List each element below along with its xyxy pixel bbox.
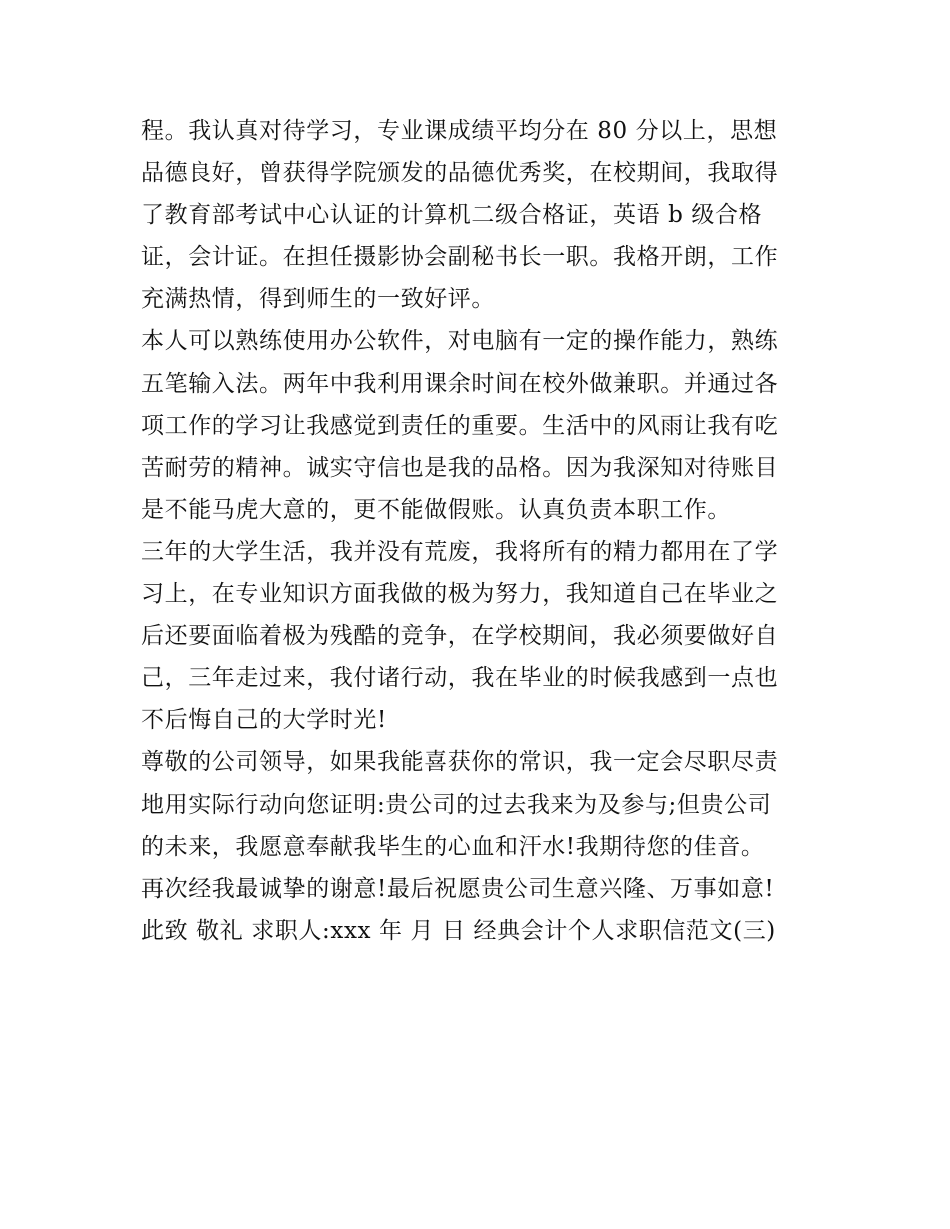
text-line: 程。我认真对待学习，专业课成绩平均分在 80 分以上，思想 — [141, 118, 778, 144]
text-line: 尊敬的公司领导，如果我能喜获你的常识，我一定会尽职尽责 — [141, 749, 779, 776]
text-line: 证，会计证。在担任摄影协会副秘书长一职。我格开朗，工作 — [141, 244, 779, 271]
text-line: 充满热情，得到师生的一致好评。 — [141, 286, 495, 313]
text-line: 了教育部考试中心认证的计算机二级合格证，英语 b 级合格 — [141, 202, 763, 229]
text-line: 三年的大学生活，我并没有荒废，我将所有的精力都用在了学 — [141, 538, 779, 565]
text-line: 苦耐劳的精神。诚实守信也是我的品格。因为我深知对待账目 — [141, 454, 779, 481]
text-line: 项工作的学习让我感觉到责任的重要。生活中的风雨让我有吃 — [141, 412, 779, 439]
text-line: 的未来，我愿意奉献我毕生的心血和汗水!我期待您的佳音。 — [141, 833, 765, 860]
letter-body — [141, 110, 831, 952]
text-line: 己，三年走过来，我付诸行动，我在毕业的时候我感到一点也 — [141, 665, 779, 692]
text-line: 后还要面临着极为残酷的竞争，在学校期间，我必须要做好自 — [141, 623, 779, 650]
text-line: 是不能马虎大意的，更不能做假账。认真负责本职工作。 — [141, 496, 731, 523]
text-line: 五笔输入法。两年中我利用课余时间在校外做兼职。并通过各 — [141, 370, 779, 397]
text-line: 习上，在专业知识方面我做的极为努力，我知道自己在毕业之 — [141, 581, 779, 608]
text-line: 本人可以熟练使用办公软件，对电脑有一定的操作能力，熟练 — [141, 328, 779, 355]
text-line: 品德良好，曾获得学院颁发的品德优秀奖，在校期间，我取得 — [141, 160, 779, 187]
text-line: 不后悔自己的大学时光! — [141, 707, 387, 734]
text-line: 此致 敬礼 求职人:xxx 年 月 日 经典会计个人求职信范文(三) — [141, 917, 776, 944]
text-line: 地用实际行动向您证明:贵公司的过去我来为及参与;但贵公司 — [141, 791, 772, 818]
text-line: 再次经我最诚挚的谢意!最后祝愿贵公司生意兴隆、万事如意! — [141, 875, 775, 902]
